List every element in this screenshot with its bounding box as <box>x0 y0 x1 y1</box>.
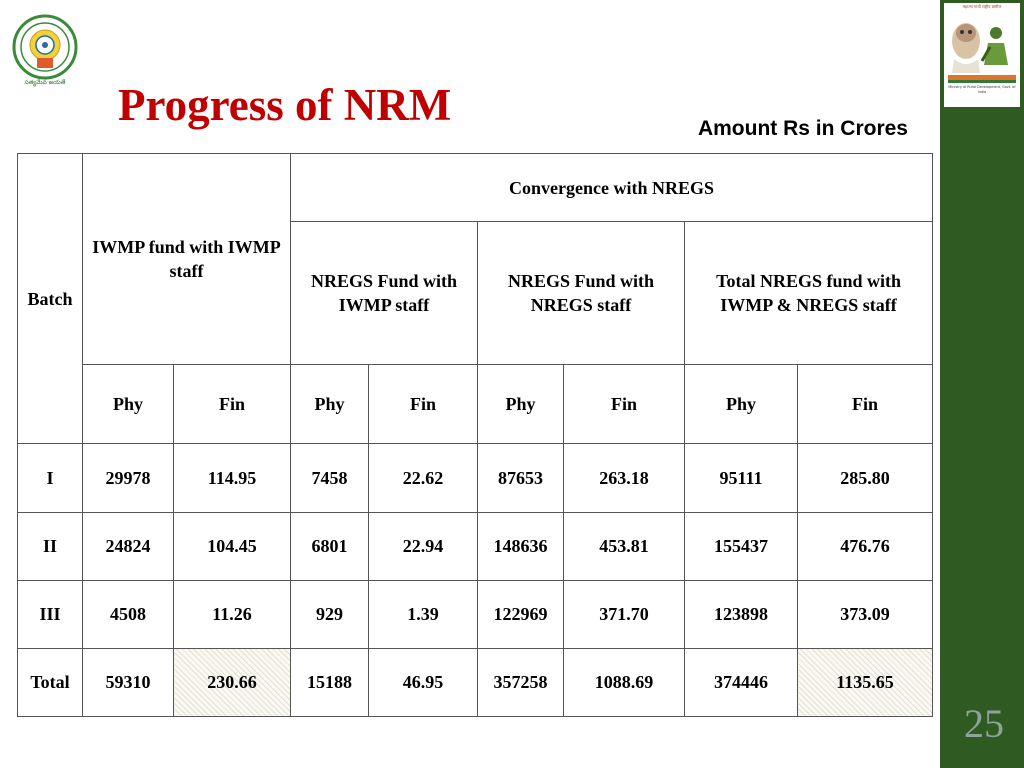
fin-header: Fin <box>564 365 685 444</box>
batch-cell: II <box>18 512 83 580</box>
data-cell: 476.76 <box>798 512 933 580</box>
data-cell: 374446 <box>685 648 798 716</box>
data-cell: 4508 <box>83 580 174 648</box>
state-emblem-logo <box>10 14 80 92</box>
page-number: 25 <box>964 701 1004 746</box>
data-cell: 114.95 <box>174 444 291 512</box>
data-cell: 1135.65 <box>798 648 933 716</box>
data-cell: 87653 <box>478 444 564 512</box>
fin-header: Fin <box>174 365 291 444</box>
slide-title: Progress of NRM <box>118 80 452 130</box>
units-note: Amount Rs in Crores <box>697 117 908 140</box>
data-cell: 263.18 <box>564 444 685 512</box>
data-cell: 357258 <box>478 648 564 716</box>
data-cell: 122969 <box>478 580 564 648</box>
nregs-nregs-header: NREGS Fund with NREGS staff <box>478 222 685 365</box>
fin-header: Fin <box>798 365 933 444</box>
mgnrega-logo <box>944 3 1020 107</box>
phy-header: Phy <box>291 365 369 444</box>
batch-cell: III <box>18 580 83 648</box>
fin-header: Fin <box>369 365 478 444</box>
batch-cell: Total <box>18 648 83 716</box>
phy-header: Phy <box>478 365 564 444</box>
data-cell: 22.62 <box>369 444 478 512</box>
data-cell: 373.09 <box>798 580 933 648</box>
table-row <box>18 444 933 512</box>
data-cell: 22.94 <box>369 512 478 580</box>
batch-cell: I <box>18 444 83 512</box>
data-cell: 95111 <box>685 444 798 512</box>
data-cell: 155437 <box>685 512 798 580</box>
mgnrega-title: महात्मा गांधी राष्ट्रीय ग्रामीण <box>962 4 1002 9</box>
mgnrega-tagline: Ministry of Rural Development, Govt. of India <box>948 85 1016 94</box>
total-nregs-header: Total NREGS fund with IWMP & NREGS staff <box>685 222 933 365</box>
table-row <box>18 512 933 580</box>
iwmp-header: IWMP fund with IWMP staff <box>83 154 291 365</box>
data-cell: 11.26 <box>174 580 291 648</box>
right-sidebar <box>940 0 1024 768</box>
phy-header: Phy <box>83 365 174 444</box>
data-cell: 24824 <box>83 512 174 580</box>
data-cell: 46.95 <box>369 648 478 716</box>
data-cell: 7458 <box>291 444 369 512</box>
data-cell: 371.70 <box>564 580 685 648</box>
batch-header: Batch <box>18 154 83 444</box>
data-cell: 6801 <box>291 512 369 580</box>
data-cell: 59310 <box>83 648 174 716</box>
data-cell: 230.66 <box>174 648 291 716</box>
data-cell: 929 <box>291 580 369 648</box>
data-cell: 1088.69 <box>564 648 685 716</box>
data-cell: 148636 <box>478 512 564 580</box>
data-cell: 123898 <box>685 580 798 648</box>
phy-header: Phy <box>685 365 798 444</box>
convergence-header: Convergence with NREGS <box>291 154 933 222</box>
table-row-total <box>18 648 933 716</box>
emblem-caption: సత్యమేవ జయతే <box>24 79 66 86</box>
data-cell: 453.81 <box>564 512 685 580</box>
data-cell: 285.80 <box>798 444 933 512</box>
nrm-progress-table <box>17 153 933 717</box>
table-row <box>18 580 933 648</box>
nregs-iwmp-header: NREGS Fund with IWMP staff <box>291 222 478 365</box>
data-cell: 104.45 <box>174 512 291 580</box>
data-cell: 1.39 <box>369 580 478 648</box>
data-cell: 15188 <box>291 648 369 716</box>
data-cell: 29978 <box>83 444 174 512</box>
